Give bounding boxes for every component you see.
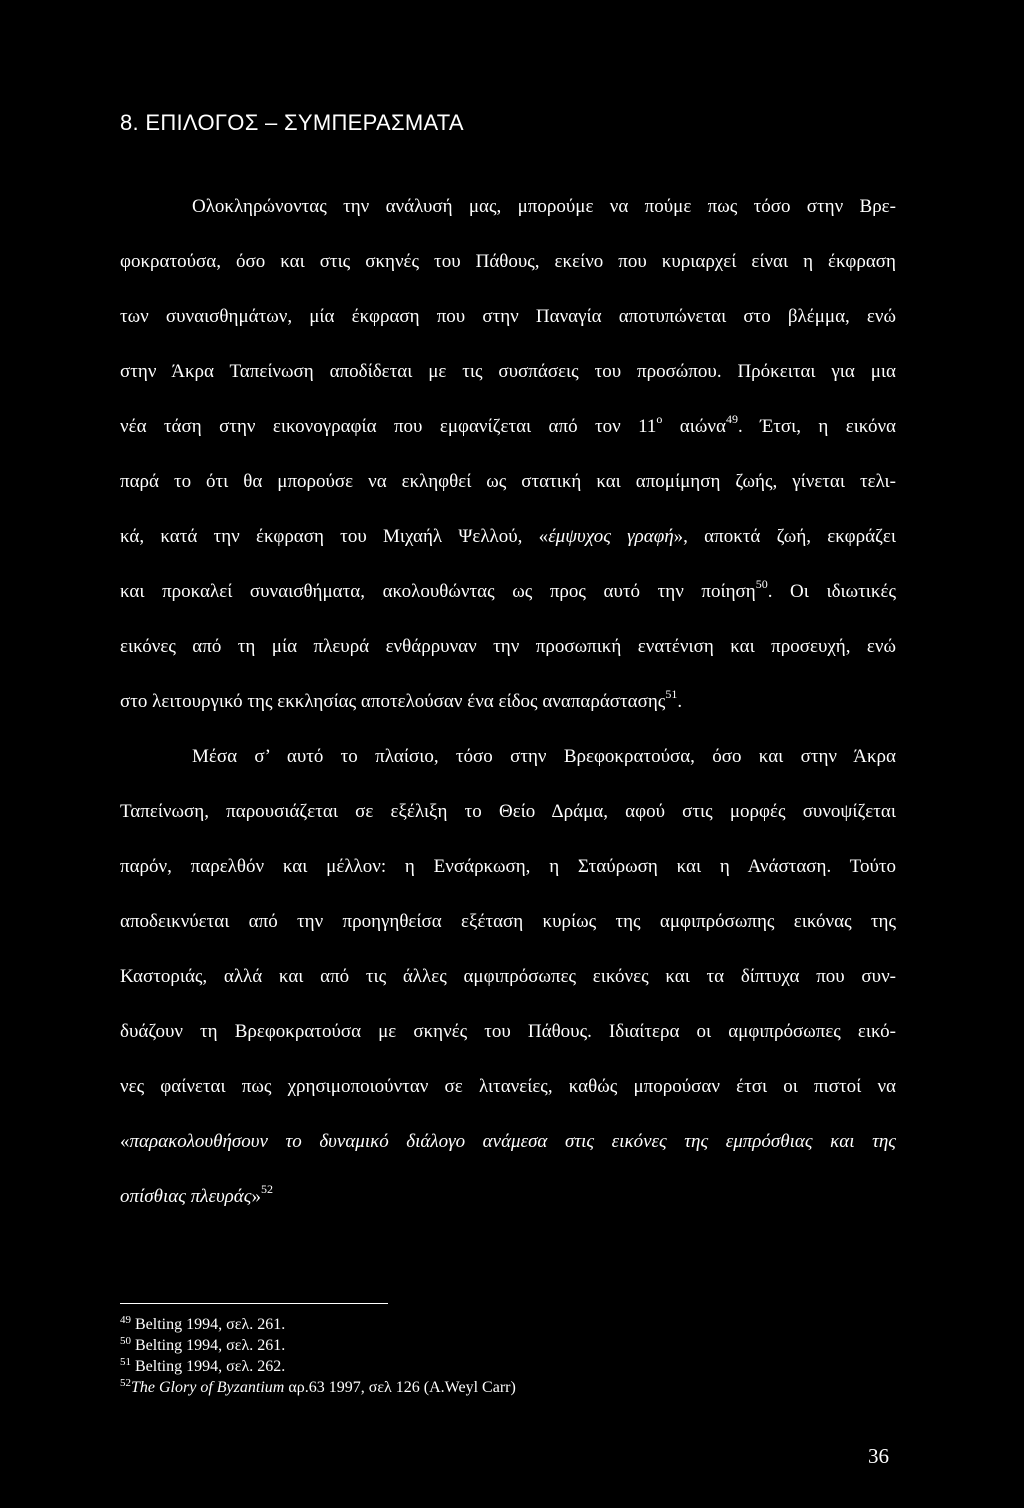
body-line: αποδεικνύεται από την προηγηθείσα εξέταση κυρίως της αμφιπρόσωπης εικόνας της <box>120 911 896 932</box>
text-run: . Έτσι, η εικόνα <box>737 416 896 437</box>
body-line: νες φαίνεται πως χρησιμοποιούνταν σε λιτανείες, καθώς μπορούσαν έτσι οι πιστοί να <box>120 1076 896 1097</box>
footnote-ref: 49 <box>725 415 738 426</box>
text-run: . Οι ιδιωτικές <box>767 581 896 602</box>
text-run: », αποκτά ζωή, εκφράζει <box>673 526 896 547</box>
text-run: » <box>251 1186 261 1207</box>
body-line <box>120 580 896 604</box>
section-heading: 8. ΕΠΙΛΟΓΟΣ – ΣΥΜΠΕΡΑΣΜΑΤΑ <box>120 110 464 135</box>
footnote-ref: 52 <box>260 1185 273 1196</box>
text-run: κά, κατά την έκφραση του Μιχαήλ Ψελλού, « <box>120 526 549 547</box>
body-line: στην Άκρα Ταπείνωση αποδίδεται με τις συσπάσεις του προσώπου. Πρόκειται για μια <box>120 361 896 382</box>
footnote-title: The Glory of Byzantium <box>131 1379 285 1396</box>
body-line: φοκρατούσα, όσο και στις σκηνές του Πάθους, εκείνο που κυριαρχεί είναι η έκφραση <box>120 251 896 272</box>
footnote-separator <box>120 1303 388 1304</box>
body-line: εικόνες από τη μία πλευρά ενθάρρυναν την προσωπική ενατένιση και προσευχή, ενώ <box>120 636 896 657</box>
footnote-text: Belting 1994, σελ. 262. <box>131 1358 286 1375</box>
footnote-ref: 51 <box>665 690 678 701</box>
footnote-number: 51 <box>120 1356 131 1368</box>
footnote <box>120 1315 285 1335</box>
page-number: 36 <box>868 1444 889 1468</box>
body-line <box>120 1185 896 1209</box>
body-line: Ολοκληρώνοντας την ανάλυσή μας, μπορούμε να πούμε πως τόσο στην Βρε- <box>192 196 896 217</box>
body-line: δυάζουν τη Βρεφοκρατούσα με σκηνές του Πάθους. Ιδιαίτερα οι αμφιπρόσωπες εικό- <box>120 1021 896 1042</box>
italic-text: παρακολουθήσουν το δυναμικό διάλογο ανάμεσα στις εικόνες της εμπρόσθιας και της <box>129 1131 896 1152</box>
footnote <box>120 1336 285 1356</box>
footnote-text: Belting 1994, σελ. 261. <box>131 1316 286 1333</box>
footnote-number: 52 <box>120 1377 131 1389</box>
text-run: αιώνα <box>662 416 726 437</box>
body-line: παρόν, παρελθόν και μέλλον: η Ενσάρκωση, η Σταύρωση και η Ανάσταση. Τούτο <box>120 856 896 877</box>
footnote <box>120 1357 285 1377</box>
text-run: . <box>677 691 683 712</box>
body-line: Καστοριάς, αλλά και από τις άλλες αμφιπρόσωπες εικόνες και τα δίπτυχα που συν- <box>120 966 896 987</box>
body-line: Ταπείνωση, παρουσιάζεται σε εξέλιξη το Θείο Δράμα, αφού στις μορφές συνοψίζεται <box>120 801 896 822</box>
italic-text: έμψυχος γραφή <box>548 526 674 547</box>
text-run: « <box>120 1131 130 1152</box>
text-run: και προκαλεί συναισθήματα, ακολουθώντας ως προς αυτό την ποίηση <box>120 581 756 602</box>
superscript: ο <box>656 415 663 426</box>
body-line <box>120 690 896 714</box>
body-line <box>120 415 896 439</box>
text-run: νέα τάση στην εικονογραφία που εμφανίζεται από τον 11 <box>120 416 657 437</box>
footnote-number: 50 <box>120 1335 131 1347</box>
body-line: των συναισθημάτων, μία έκφραση που στην Παναγία αποτυπώνεται στο βλέμμα, ενώ <box>120 306 896 327</box>
footnote-ref: 50 <box>755 580 768 591</box>
body-line: παρά το ότι θα μπορούσε να εκληφθεί ως στατική και απομίμηση ζωής, γίνεται τελι- <box>120 471 896 492</box>
footnote <box>120 1378 516 1398</box>
text-run: στο λειτουργικό της εκκλησίας αποτελούσαν ένα είδος αναπαράστασης <box>120 691 666 712</box>
body-line <box>120 525 896 549</box>
body-line <box>120 1130 896 1154</box>
footnote-number: 49 <box>120 1314 131 1326</box>
body-line: Μέσα σ’ αυτό το πλαίσιο, τόσο στην Βρεφοκρατούσα, όσο και στην Άκρα <box>192 746 896 767</box>
footnote-text: Belting 1994, σελ. 261. <box>131 1337 286 1354</box>
italic-text: οπίσθιας πλευράς <box>120 1186 252 1207</box>
footnote-text: αρ.63 1997, σελ 126 (A.Weyl Carr) <box>284 1379 516 1396</box>
